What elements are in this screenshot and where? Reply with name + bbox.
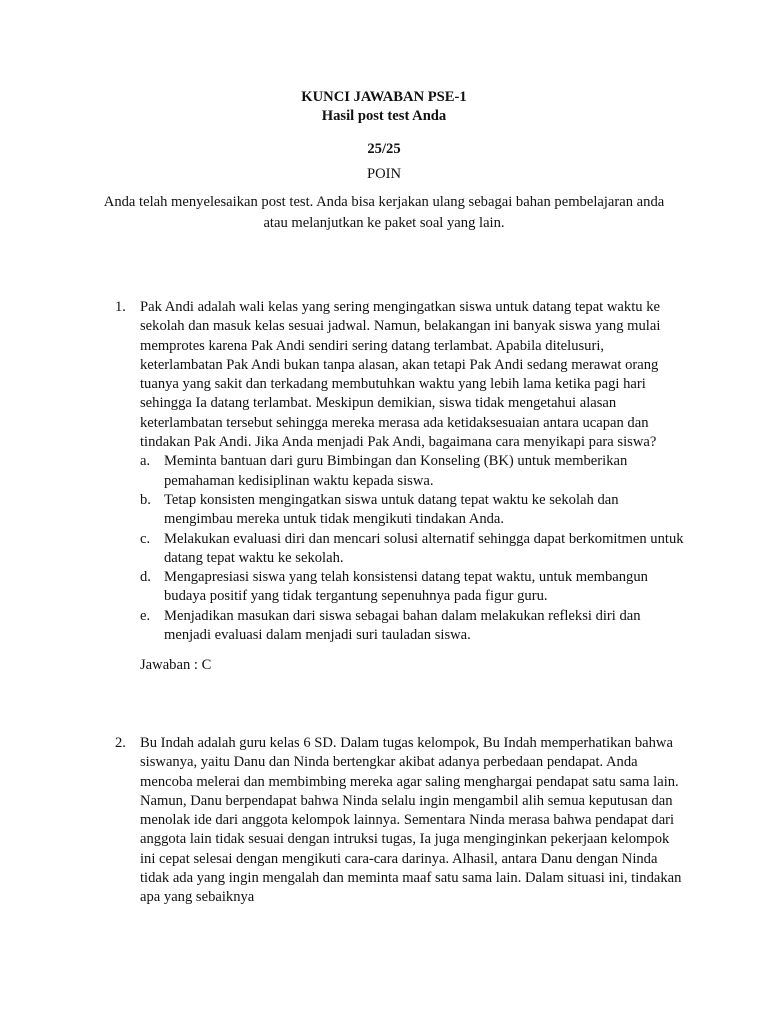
document-title: KUNCI JAWABAN PSE-1 <box>301 89 467 105</box>
question-body <box>140 298 687 676</box>
option-b <box>140 491 687 530</box>
option-a <box>140 452 687 491</box>
option-letter: b. <box>140 491 151 508</box>
option-text: Tetap konsisten mengingatkan siswa untuk datang tepat waktu ke sekolah dan mengimbau mereka untuk tidak mengikuti tindakan Anda. <box>164 491 619 528</box>
option-letter: e. <box>140 607 151 624</box>
question-text: Bu Indah adalah guru kelas 6 SD. Dalam tugas kelompok, Bu Indah memperhatikan bahwa siswanya, yaitu Danu dan Ninda bertengkar akibat adanya perbedaan pendapat. Anda mencoba melerai dan membimbing mereka agar saling menghargai pendapat satu sama lain. Namun, Danu berpendapat bahwa Ninda selalu ingin mengambil alih semua keputusan dan menolak ide dari anggota kelompok lainnya. Sementara Ninda merasa bahwa pendapat dari anggota lain tidak sesuai dengan intruksi tugas, Ia juga menginginkan pekerjaan kelompok ini cepat selesai dengan mengikuti cara-cara darinya. Alhasil, antara Danu dengan Ninda tidak ada yang ingin mengalah dan meminta maaf satu sama lain. Dalam situasi ini, tindakan apa yang sebaiknya <box>140 735 682 906</box>
question-number: 2. <box>115 735 126 751</box>
option-list <box>140 452 687 645</box>
option-d <box>140 568 687 607</box>
option-c <box>140 530 687 569</box>
question-text: Pak Andi adalah wali kelas yang sering mengingatkan siswa untuk datang tepat waktu ke sekolah dan masuk kelas sesuai jadwal. Namun, belakangan ini banyak siswa yang mulai memprotes karena Pak Andi sendiri sering datang terlambat. Apabila ditelusuri, keterlambatan Pak Andi bukan tanpa alasan, akan tetapi Pak Andi sedang merawat orang tuanya yang sakit dan terkadang membutuhkan waktu yang lebih lama ketika pagi hari sehingga Ia datang terlambat. Meskipun demikian, siswa tidak mengetahui alasan keterlambatan tersebut sehingga mereka merasa ada ketidaksesuaian antara ucapan dan tindakan Pak Andi. Jika Anda menjadi Pak Andi, bagaimana cara menyikapi para siswa? <box>140 299 661 451</box>
option-letter: d. <box>140 569 151 586</box>
score-unit: POIN <box>366 166 402 182</box>
document-subtitle: Hasil post test Anda <box>321 108 447 124</box>
question-body <box>140 734 687 908</box>
option-letter: c. <box>140 530 151 547</box>
intro-paragraph: Anda telah menyelesaikan post test. Anda bisa kerjakan ulang sebagai bahan pembelajaran anda atau melanjutkan ke paket soal yang lain. <box>103 194 665 231</box>
option-text: Melakukan evaluasi diri dan mencari solusi alternatif sehingga dapat berkomitmen untuk datang tepat waktu ke sekolah. <box>164 530 684 566</box>
option-text: Menjadikan masukan dari siswa sebagai bahan dalam melakukan refleksi diri dan menjadi evaluasi dalam menjadi suri tauladan siswa. <box>164 607 641 644</box>
question-number: 1. <box>115 299 126 315</box>
question-1 <box>115 298 687 676</box>
option-letter: a. <box>140 453 151 470</box>
option-e <box>140 607 687 646</box>
option-text: Mengapresiasi siswa yang telah konsistensi datang tepat waktu, untuk membangun budaya positif yang tidak tergantung sepenuhnya pada figur guru. <box>164 569 648 605</box>
question-2 <box>115 734 687 908</box>
option-text: Meminta bantuan dari guru Bimbingan dan Konseling (BK) untuk memberikan pemahaman kedisiplinan waktu kepada siswa. <box>164 453 628 489</box>
answer-key: Jawaban : C <box>140 657 212 674</box>
score-value: 25/25 <box>367 141 401 157</box>
